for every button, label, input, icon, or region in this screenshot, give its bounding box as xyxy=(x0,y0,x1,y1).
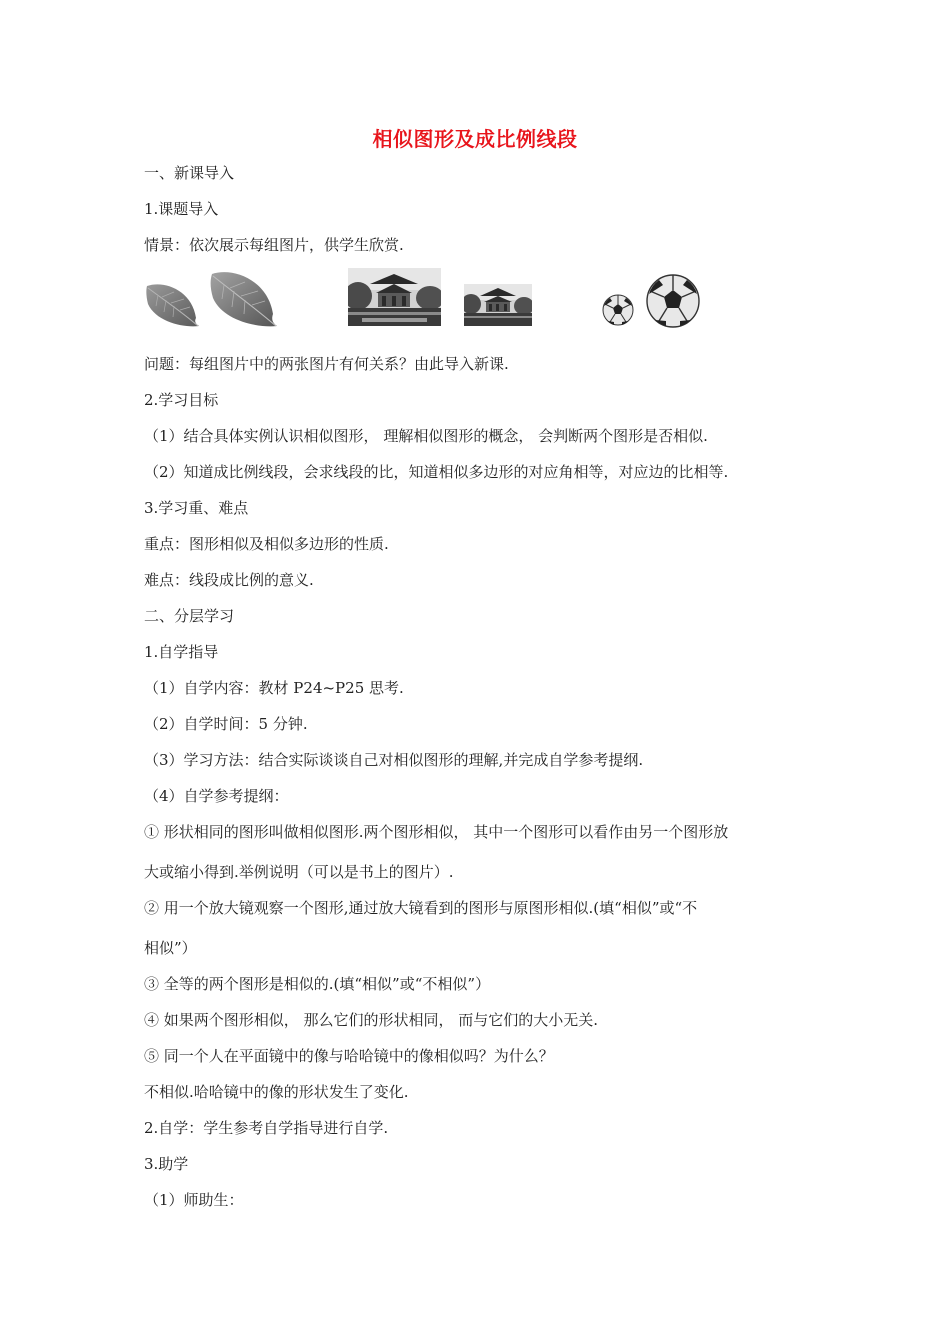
page-title: 相似图形及成比例线段 xyxy=(372,127,578,151)
question-text: 问题：每组图片中的两张图片有何关系？由此导入新课. xyxy=(144,355,509,373)
subheading-assisted-study: 3.助学 xyxy=(144,1155,189,1173)
key-point-text: 重点：图形相似及相似多边形的性质. xyxy=(144,535,389,553)
subheading-self-study-guide: 1.自学指导 xyxy=(144,643,219,661)
large-leaf-image xyxy=(208,270,278,328)
subheading-topic-intro: 1.课题导入 xyxy=(144,200,219,218)
subheading-objectives: 2.学习目标 xyxy=(144,391,219,409)
small-pavilion-photo xyxy=(464,284,532,326)
difficult-point-text: 难点：线段成比例的意义. xyxy=(144,571,314,589)
guide-item-time: （2）自学时间：5 分钟. xyxy=(144,715,308,733)
large-pavilion-photo xyxy=(348,268,441,326)
guide-item-outline: （4）自学参考提纲： xyxy=(144,787,289,805)
objective-item-1: （1）结合具体实例认识相似图形， 理解相似图形的概念， 会判断两个图形是否相似. xyxy=(144,427,708,445)
section-heading-intro: 一、新课导入 xyxy=(144,164,235,182)
small-soccer-ball-image xyxy=(602,294,634,326)
section-heading-layered-study: 二、分层学习 xyxy=(144,607,235,625)
teacher-helps-student: （1）师助生： xyxy=(144,1191,244,1209)
outline-item-1-line-2: 大或缩小得到.举例说明（可以是书上的图片）. xyxy=(144,863,454,881)
small-leaf-image xyxy=(144,282,200,328)
outline-item-5-answer: 不相似.哈哈镜中的像的形状发生了变化. xyxy=(144,1083,409,1101)
subheading-key-points: 3.学习重、难点 xyxy=(144,499,249,517)
outline-item-2-line-1: ② 用一个放大镜观察一个图形,通过放大镜看到的图形与原图形相似.(填“相似”或“不 xyxy=(144,899,698,917)
guide-item-method: （3）学习方法：结合实际谈谈自己对相似图形的理解,并完成自学参考提纲. xyxy=(144,751,644,769)
large-soccer-ball-image xyxy=(646,274,700,328)
outline-item-1-line-1: ① 形状相同的图形叫做相似图形.两个图形相似， 其中一个图形可以看作由另一个图形放 xyxy=(144,823,729,841)
guide-item-content: （1）自学内容：教材 P24~P25 思考. xyxy=(144,679,404,697)
outline-item-2-line-2: 相似”） xyxy=(144,939,197,957)
subheading-self-study: 2.自学：学生参考自学指导进行自学. xyxy=(144,1119,389,1137)
image-groups xyxy=(144,268,714,330)
outline-item-5: ⑤ 同一个人在平面镜中的像与哈哈镜中的像相似吗？为什么？ xyxy=(144,1047,554,1065)
objective-item-2: （2）知道成比例线段，会求线段的比，知道相似多边形的对应角相等，对应边的比相等. xyxy=(144,463,729,481)
scenario-text: 情景：依次展示每组图片，供学生欣赏. xyxy=(144,236,404,254)
outline-item-3: ③ 全等的两个图形是相似的.(填“相似”或“不相似”） xyxy=(144,975,491,993)
outline-item-4: ④ 如果两个图形相似， 那么它们的形状相同， 而与它们的大小无关. xyxy=(144,1011,599,1029)
